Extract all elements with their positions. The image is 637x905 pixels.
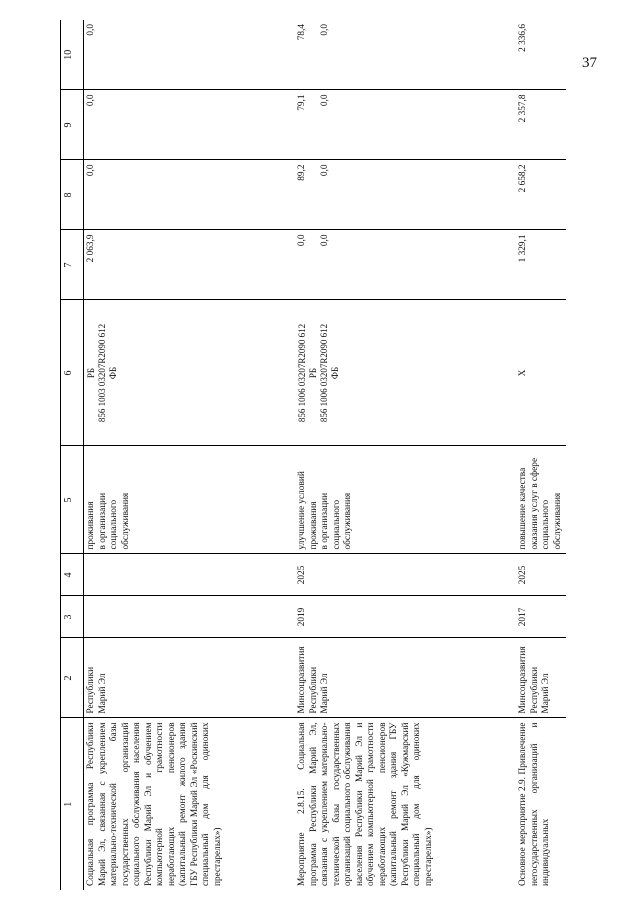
- cell-value-7: 1 329,1: [514, 230, 566, 300]
- program-table: [60, 20, 566, 890]
- cell-end-year: 2025: [514, 554, 566, 596]
- header-col-3: 3: [61, 596, 84, 638]
- cell-executor: Республики Марий Эл: [84, 638, 294, 718]
- table-row: [514, 20, 566, 890]
- header-col-4: 4: [61, 554, 84, 596]
- cell-start-year: 2019: [293, 596, 514, 638]
- cell-value-8: 2 658,2: [514, 160, 566, 230]
- cell-executor: Минсоцразвития Республики Марий Эл: [293, 638, 514, 718]
- cell-value-9: 2 357,8: [514, 90, 566, 160]
- header-col-9: 9: [61, 90, 84, 160]
- cell-measure-name: Основное мероприятие 2.9. Привлечение негосударственных организаций и индивидуальных: [518, 722, 552, 886]
- cell-measure-name: Мероприятие 2.8.15. Социальная программа Республики Марий Эл, связанная с укреплением материально-технической базы государственных организаций социального обслуживания населения Республики Марий Эл и обучением компьютерной грамотности неработающих пенсионеров (капитальный ремонт здания ГБУ Республики Марий Эл «Кужмарский специальный дом для одиноких престарелых»): [297, 722, 434, 886]
- page-number: 37: [582, 55, 597, 71]
- cell-value-8: 89,2 0,0: [293, 160, 514, 230]
- cell-executor: Минсоцразвития Республики Марий Эл: [514, 638, 566, 718]
- cell-budget-code: 856 1006 03207R2090 612 РБ 856 1006 03207R2090 612 ФБ: [293, 300, 514, 446]
- cell-end-year: 2025: [293, 554, 514, 596]
- table-row: [84, 20, 294, 890]
- header-col-2: 2: [61, 638, 84, 718]
- cell-value-10: 2 336,6: [514, 20, 566, 90]
- cell-result: улучшение условий проживания в организации социального обслуживания: [293, 446, 514, 554]
- cell-start-year: [84, 596, 294, 638]
- header-col-5: 5: [61, 446, 84, 554]
- cell-value-7: 2 063,9: [84, 230, 294, 300]
- cell-start-year: 2017: [514, 596, 566, 638]
- cell-result: повышение качества оказания услуг в сфере социального обслуживания: [514, 446, 566, 554]
- cell-value-7: 0,0 0,0: [293, 230, 514, 300]
- table-row: [293, 20, 514, 890]
- cell-value-9: 0,0: [84, 90, 294, 160]
- rotated-table-page: [60, 20, 637, 890]
- cell-measure-name: Социальная программа Республики Марий Эл, связанная с укреплением материально-технической базы государственных организаций социального обслуживания населения Республики Марий Эл и обучением компьютерной грамотности неработающих пенсионеров (капитальный ремонт жилого здания ГБУ Республики Марий Эл «Роскинский специальный дом для одиноких престарелых»): [86, 722, 223, 886]
- header-row: [61, 20, 84, 890]
- cell-budget-code: РБ 856 1003 03207R2090 612 ФБ: [84, 300, 294, 446]
- header-col-7: 7: [61, 230, 84, 300]
- cell-value-10: 0,0: [84, 20, 294, 90]
- header-col-1: 1: [61, 718, 84, 890]
- cell-result: проживания в организации социального обслуживания: [84, 446, 294, 554]
- cell-value-10: 78,4 0,0: [293, 20, 514, 90]
- header-col-10: 10: [61, 20, 84, 90]
- cell-end-year: [84, 554, 294, 596]
- header-col-8: 8: [61, 160, 84, 230]
- cell-value-9: 79,1 0,0: [293, 90, 514, 160]
- header-col-6: 6: [61, 300, 84, 446]
- cell-budget-code: Х: [514, 300, 566, 446]
- cell-value-8: 0,0: [84, 160, 294, 230]
